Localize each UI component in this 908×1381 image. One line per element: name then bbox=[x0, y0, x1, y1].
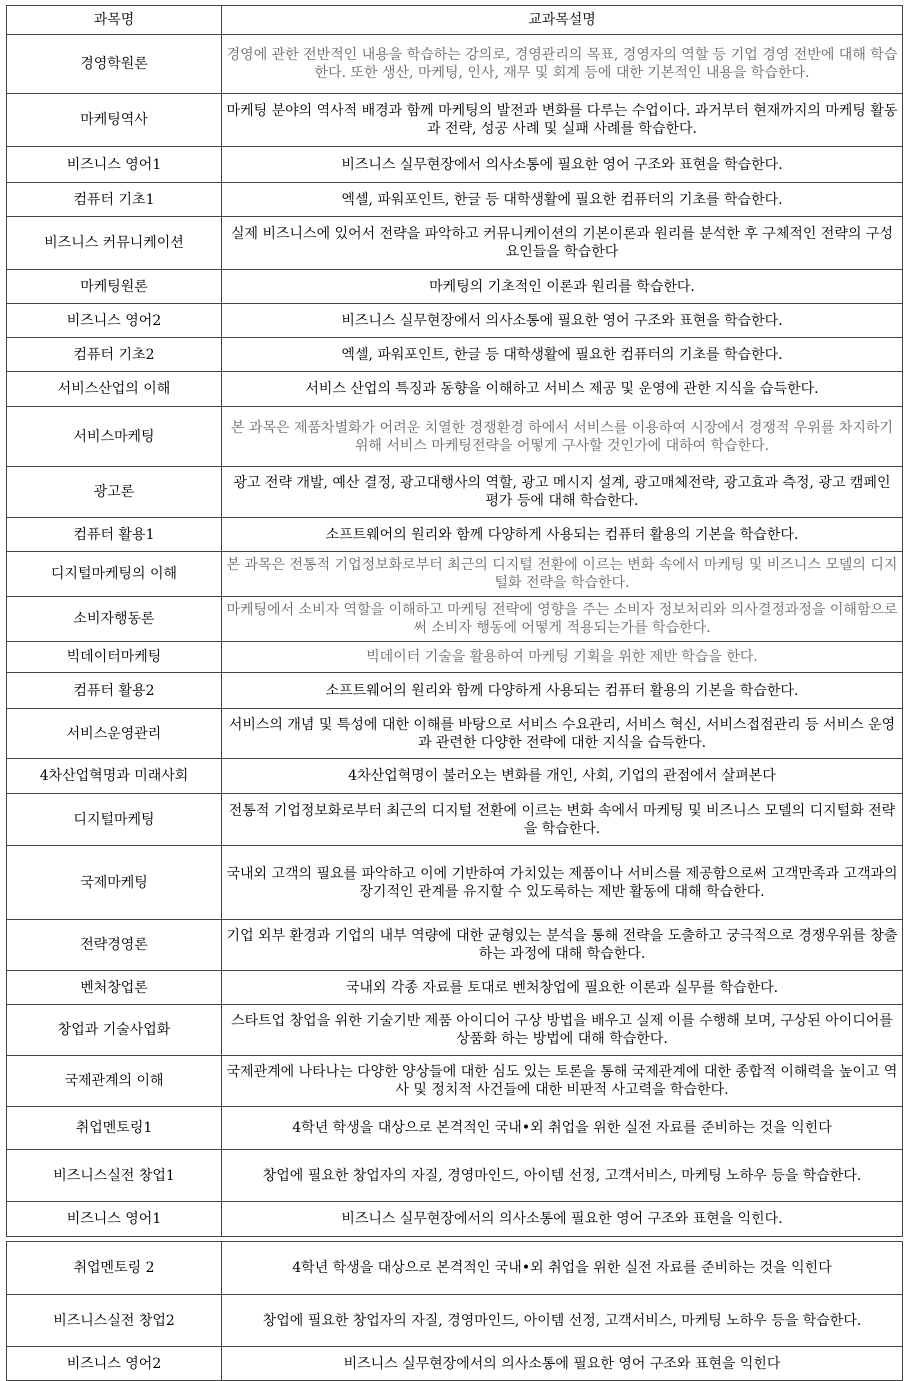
course-name-cell: 경영학원론 bbox=[7, 35, 222, 94]
course-description-cell: 서비스의 개념 및 특성에 대한 이해를 바탕으로 서비스 수요관리, 서비스 혁신, 서비스접점관리 등 서비스 운영과 관련한 다양한 전략에 대한 지식을 습득한다. bbox=[222, 709, 903, 759]
course-name-cell: 빅데이터마케팅 bbox=[7, 642, 222, 673]
course-description-cell: 마케팅의 기초적인 이론과 원리를 학습한다. bbox=[222, 270, 903, 304]
course-name-cell: 서비스운영관리 bbox=[7, 709, 222, 759]
table-row bbox=[7, 183, 903, 217]
course-name-cell: 비즈니스 영어1 bbox=[7, 1202, 222, 1237]
course-name-cell: 디지털마케팅의 이해 bbox=[7, 552, 222, 597]
table-row bbox=[7, 407, 903, 467]
course-description-cell: 본 과목은 제품차별화가 어려운 치열한 경쟁환경 하에서 서비스를 이용하여 시장에서 경쟁적 우위를 차지하기 위해 서비스 마케팅전략을 어떻게 구사할 것인가에 대하여 학습한다. bbox=[222, 407, 903, 467]
table-row bbox=[7, 217, 903, 270]
table-row bbox=[7, 759, 903, 794]
course-name-cell: 마케팅원론 bbox=[7, 270, 222, 304]
course-description-cell: 비즈니스 실무현장에서의 의사소통에 필요한 영어 구조와 표현을 익힌다. bbox=[222, 1202, 903, 1237]
course-description-cell: 4학년 학생을 대상으로 본격적인 국내•외 취업을 위한 실전 자료를 준비하는 것을 익힌다 bbox=[222, 1107, 903, 1150]
table-row bbox=[7, 1056, 903, 1107]
course-description-cell: 소프트웨어의 원리와 함께 다양하게 사용되는 컴퓨터 활용의 기본을 학습한다. bbox=[222, 673, 903, 709]
course-name-cell: 비즈니스 영어2 bbox=[7, 1347, 222, 1381]
course-description-cell: 국제관계에 나타나는 다양한 양상들에 대한 심도 있는 토론을 통해 국제관계에 대한 종합적 이해력을 높이고 역사 및 정치적 사건들에 대한 비판적 사고력을 학습한다. bbox=[222, 1056, 903, 1107]
course-name-cell: 취업멘토링 2 bbox=[7, 1242, 222, 1295]
table-row bbox=[7, 35, 903, 94]
table-row bbox=[7, 1150, 903, 1202]
course-name-cell: 서비스마케팅 bbox=[7, 407, 222, 467]
course-name-cell: 서비스산업의 이해 bbox=[7, 372, 222, 407]
course-description-cell: 기업 외부 환경과 기업의 내부 역량에 대한 균형있는 분석을 통해 전략을 도출하고 궁극적으로 경쟁우위를 창출하는 과정에 대해 학습한다. bbox=[222, 920, 903, 971]
course-name-cell: 비즈니스 영어1 bbox=[7, 147, 222, 183]
course-name-cell: 4차산업혁명과 미래사회 bbox=[7, 759, 222, 794]
table-row bbox=[7, 270, 903, 304]
table-row bbox=[7, 1295, 903, 1347]
table-row bbox=[7, 1005, 903, 1056]
table-row bbox=[7, 372, 903, 407]
table-row bbox=[7, 709, 903, 759]
course-name-cell: 컴퓨터 활용2 bbox=[7, 673, 222, 709]
course-description-cell: 비즈니스 실무현장에서 의사소통에 필요한 영어 구조와 표현을 학습한다. bbox=[222, 304, 903, 338]
table-row bbox=[7, 552, 903, 597]
course-name-cell: 비즈니스 영어2 bbox=[7, 304, 222, 338]
table-row bbox=[7, 642, 903, 673]
course-name-cell: 전략경영론 bbox=[7, 920, 222, 971]
table-row bbox=[7, 1202, 903, 1237]
table-row bbox=[7, 1347, 903, 1381]
course-description-cell: 스타트업 창업을 위한 기술기반 제품 아이디어 구상 방법을 배우고 실제 이를 수행해 보며, 구상된 아이디어를 상품화 하는 방법에 대해 학습한다. bbox=[222, 1005, 903, 1056]
course-name-cell: 컴퓨터 기초2 bbox=[7, 338, 222, 372]
course-name-cell: 컴퓨터 기초1 bbox=[7, 183, 222, 217]
course-table-wrapper bbox=[6, 5, 902, 1381]
table-row bbox=[7, 467, 903, 518]
course-description-cell: 소프트웨어의 원리와 함께 다양하게 사용되는 컴퓨터 활용의 기본을 학습한다. bbox=[222, 518, 903, 552]
table-row bbox=[7, 518, 903, 552]
course-description-cell: 실제 비즈니스에 있어서 전략을 파악하고 커뮤니케이션의 기본이론과 원리를 분석한 후 구체적인 전략의 구성요인들을 학습한다 bbox=[222, 217, 903, 270]
course-description-cell: 엑셀, 파워포인트, 한글 등 대학생활에 필요한 컴퓨터의 기초를 학습한다. bbox=[222, 183, 903, 217]
course-description-cell: 빅데이터 기술을 활용하여 마케팅 기획을 위한 제반 학습을 한다. bbox=[222, 642, 903, 673]
course-name-cell: 취업멘토링1 bbox=[7, 1107, 222, 1150]
course-name-cell: 국제관계의 이해 bbox=[7, 1056, 222, 1107]
course-name-cell: 비즈니스 커뮤니케이션 bbox=[7, 217, 222, 270]
course-name-cell: 창업과 기술사업화 bbox=[7, 1005, 222, 1056]
table-row bbox=[7, 304, 903, 338]
course-name-cell: 컴퓨터 활용1 bbox=[7, 518, 222, 552]
course-description-cell: 4차산업혁명이 불러오는 변화를 개인, 사회, 기업의 관점에서 살펴본다 bbox=[222, 759, 903, 794]
course-name-cell: 광고론 bbox=[7, 467, 222, 518]
course-description-cell: 국내외 고객의 필요를 파악하고 이에 기반하여 가치있는 제품이나 서비스를 제공함으로써 고객만족과 고객과의 장기적인 관계를 유지할 수 있도록하는 제반 활동에 대해 학습한다. bbox=[222, 846, 903, 920]
course-description-cell: 마케팅 분야의 역사적 배경과 함께 마케팅의 발전과 변화를 다루는 수업이다. 과거부터 현재까지의 마케팅 활동과 전략, 성공 사례 및 실패 사례를 학습한다. bbox=[222, 94, 903, 147]
course-description-cell: 비즈니스 실무현장에서 의사소통에 필요한 영어 구조와 표현을 학습한다. bbox=[222, 147, 903, 183]
table-row bbox=[7, 94, 903, 147]
course-description-cell: 엑셀, 파워포인트, 한글 등 대학생활에 필요한 컴퓨터의 기초를 학습한다. bbox=[222, 338, 903, 372]
course-description-cell: 전통적 기업정보화로부터 최근의 디지털 전환에 이르는 변화 속에서 마케팅 및 비즈니스 모델의 디지털화 전략을 학습한다. bbox=[222, 794, 903, 846]
header-row bbox=[7, 6, 903, 35]
course-name-cell: 벤처창업론 bbox=[7, 971, 222, 1005]
course-name-cell: 비즈니스실전 창업2 bbox=[7, 1295, 222, 1347]
course-table-body bbox=[7, 35, 903, 1381]
course-description-cell: 4학년 학생을 대상으로 본격적인 국내•외 취업을 위한 실전 자료를 준비하는 것을 익힌다 bbox=[222, 1242, 903, 1295]
table-row bbox=[7, 971, 903, 1005]
course-name-cell: 비즈니스실전 창업1 bbox=[7, 1150, 222, 1202]
course-name-cell: 디지털마케팅 bbox=[7, 794, 222, 846]
course-description-cell: 비즈니스 실무현장에서의 의사소통에 필요한 영어 구조와 표현을 익힌다 bbox=[222, 1347, 903, 1381]
course-description-cell: 국내외 각종 자료를 토대로 벤처창업에 필요한 이론과 실무를 학습한다. bbox=[222, 971, 903, 1005]
course-name-cell: 소비자행동론 bbox=[7, 597, 222, 642]
course-description-cell: 경영에 관한 전반적인 내용을 학습하는 강의로, 경영관리의 목표, 경영자의 역할 등 기업 경영 전반에 대해 학습한다. 또한 생산, 마케팅, 인사, 재무 및 회계 등에 대한 기본적인 내용을 학습한다. bbox=[222, 35, 903, 94]
table-row bbox=[7, 920, 903, 971]
table-row bbox=[7, 794, 903, 846]
course-description-cell: 서비스 산업의 특징과 동향을 이해하고 서비스 제공 및 운영에 관한 지식을 습득한다. bbox=[222, 372, 903, 407]
table-row bbox=[7, 846, 903, 920]
course-description-cell: 마케팅에서 소비자 역할을 이해하고 마케팅 전략에 영향을 주는 소비자 정보처리와 의사결정과정을 이해함으로써 소비자 행동에 어떻게 적용되는가를 학습한다. bbox=[222, 597, 903, 642]
course-name-cell: 마케팅역사 bbox=[7, 94, 222, 147]
course-name-cell: 국제마케팅 bbox=[7, 846, 222, 920]
header-course-description: 교과목설명 bbox=[222, 6, 903, 35]
table-row bbox=[7, 597, 903, 642]
table-row bbox=[7, 673, 903, 709]
header-course-name: 과목명 bbox=[7, 6, 222, 35]
table-row bbox=[7, 1242, 903, 1295]
course-description-cell: 창업에 필요한 창업자의 자질, 경영마인드, 아이템 선정, 고객서비스, 마케팅 노하우 등을 학습한다. bbox=[222, 1295, 903, 1347]
course-description-cell: 광고 전략 개발, 예산 결정, 광고대행사의 역할, 광고 메시지 설계, 광고매체전략, 광고효과 측정, 광고 캠페인 평가 등에 대해 학습한다. bbox=[222, 467, 903, 518]
course-table bbox=[6, 5, 903, 1381]
table-row bbox=[7, 147, 903, 183]
course-description-cell: 창업에 필요한 창업자의 자질, 경영마인드, 아이템 선정, 고객서비스, 마케팅 노하우 등을 학습한다. bbox=[222, 1150, 903, 1202]
course-description-cell: 본 과목은 전통적 기업정보화로부터 최근의 디지털 전환에 이르는 변화 속에서 마케팅 및 비즈니스 모델의 디지털화 전략을 학습한다. bbox=[222, 552, 903, 597]
table-row bbox=[7, 338, 903, 372]
table-row bbox=[7, 1107, 903, 1150]
